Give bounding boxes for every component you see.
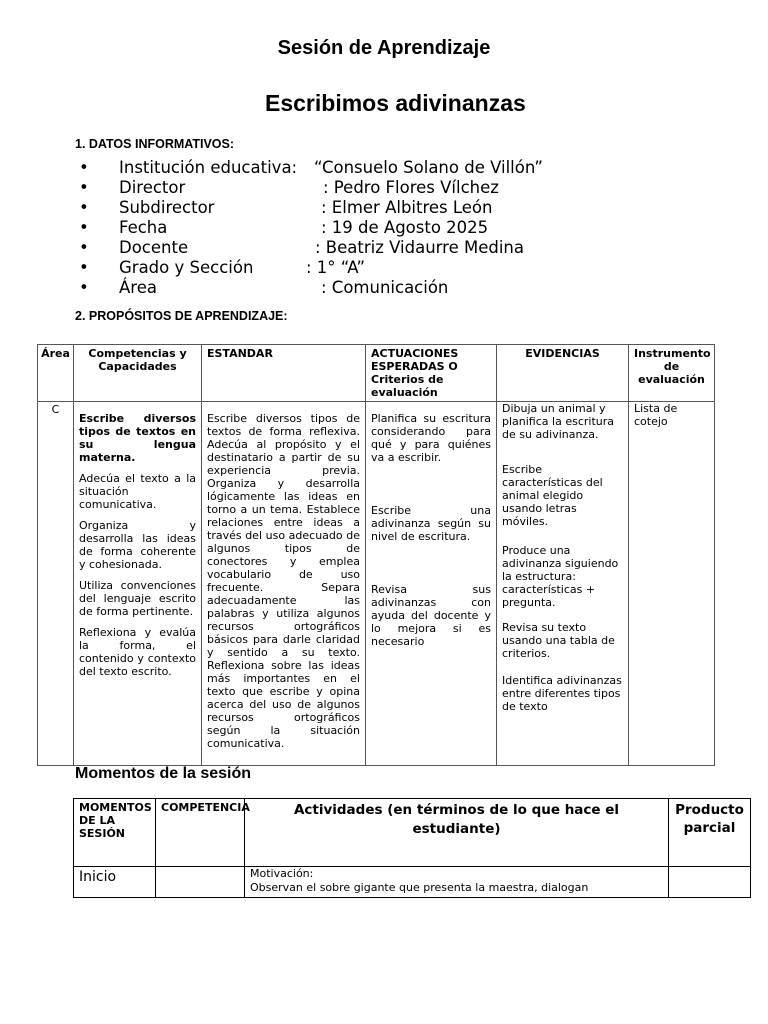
cell-evidencias (497, 402, 629, 766)
moments-heading: Momentos de la sesión (75, 765, 252, 782)
header-competencias: Competencias y Capacidades (74, 345, 202, 402)
header-criterios: ACTUACIONES ESPERADAS O Criterios de evaluación (366, 345, 497, 402)
criterio-item: Escribe una adivinanza según su nivel de escritura. (371, 504, 491, 543)
header-competencia: COMPETENCIA (156, 799, 245, 867)
capacidad-item: Utiliza convenciones del lenguaje escrito de forma pertinente. (79, 579, 196, 618)
header-actividades: Actividades (en términos de lo que hace el estudiante) (245, 799, 669, 867)
header-producto: Producto parcial (669, 799, 751, 867)
cell-producto (669, 867, 751, 898)
evidencia-item: Produce una adivinanza siguiendo la estructura: características + pregunta. (502, 544, 619, 609)
header-estandar: ESTANDAR (202, 345, 366, 402)
cell-area: C (38, 402, 74, 766)
section-heading-propositos: 2. PROPÓSITOS DE APRENDIZAJE: (75, 309, 288, 323)
evidencia-item: Identifica adivinanzas entre diferentes tipos de texto (502, 674, 622, 713)
cell-estandar: Escribe diversos tipos de textos de forma reflexiva. Adecúa al propósito y el destinatario a partir de su experiencia previa. Organiza y desarrolla lógicamente las ideas en torno a un tema. Establece relaciones entre ideas a través del uso adecuado de algunos tipos de conectores y emplea vocabulario de uso frecuente. Separa adecuadamente las palabras y utiliza algunos recursos ortográficos básicos para darle claridad y sentido a su texto. Reflexiona sobre las ideas más importantes en el texto que escribe y opina acerca del uso de algunos recursos ortográficos según la situación comunicativa. (202, 402, 366, 766)
cell-actividad (245, 867, 669, 898)
cell-competencia (156, 867, 245, 898)
actividad-text: Observan el sobre gigante que presenta la maestra, dialogan (250, 881, 589, 894)
evidencia-item: Revisa su texto usando una tabla de criterios. (502, 621, 615, 660)
header-area: Área (38, 345, 74, 402)
section-heading-datos: 1. DATOS INFORMATIVOS: (75, 137, 235, 151)
motivacion-label: Motivación: (250, 867, 314, 880)
cell-criterios (366, 402, 497, 766)
header-instrumento: Instrumento de evaluación (629, 345, 715, 402)
evidencia-item: Escribe características del animal elegido usando letras móviles. (502, 463, 603, 528)
table-header-row (74, 799, 751, 867)
criterio-item: Revisa sus adivinanzas con ayuda del docente y lo mejora si es necesario (371, 583, 491, 648)
purposes-table (37, 344, 715, 766)
cell-competencias (74, 402, 202, 766)
criterio-item: Planifica su escritura considerando para qué y para quiénes va a escribir. (371, 412, 491, 464)
capacidad-item: Adecúa el texto a la situación comunicativa. (79, 472, 196, 511)
moments-table (73, 798, 751, 898)
capacidad-item: Organiza y desarrolla las ideas de forma coherente y cohesionada. (79, 519, 196, 571)
session-title: Sesión de Aprendizaje (277, 37, 491, 59)
competencia-title: Escribe diversos tipos de textos en su lengua materna. (79, 412, 196, 464)
table-row (38, 402, 715, 766)
cell-instrumento: Lista de cotejo (629, 402, 715, 766)
lesson-title: Escribimos adivinanzas (265, 90, 526, 116)
capacidad-item: Reflexiona y evalúa la forma, el contenido y contexto del texto escrito. (79, 626, 196, 678)
table-header-row (38, 345, 715, 402)
header-momentos: MOMENTOS DE LA SESIÓN (74, 799, 156, 867)
cell-momento: Inicio (74, 867, 156, 898)
table-row (74, 867, 751, 898)
header-evidencias: EVIDENCIAS (497, 345, 629, 402)
evidencia-item: Dibuja un animal y planifica la escritura de su adivinanza. (502, 402, 614, 441)
